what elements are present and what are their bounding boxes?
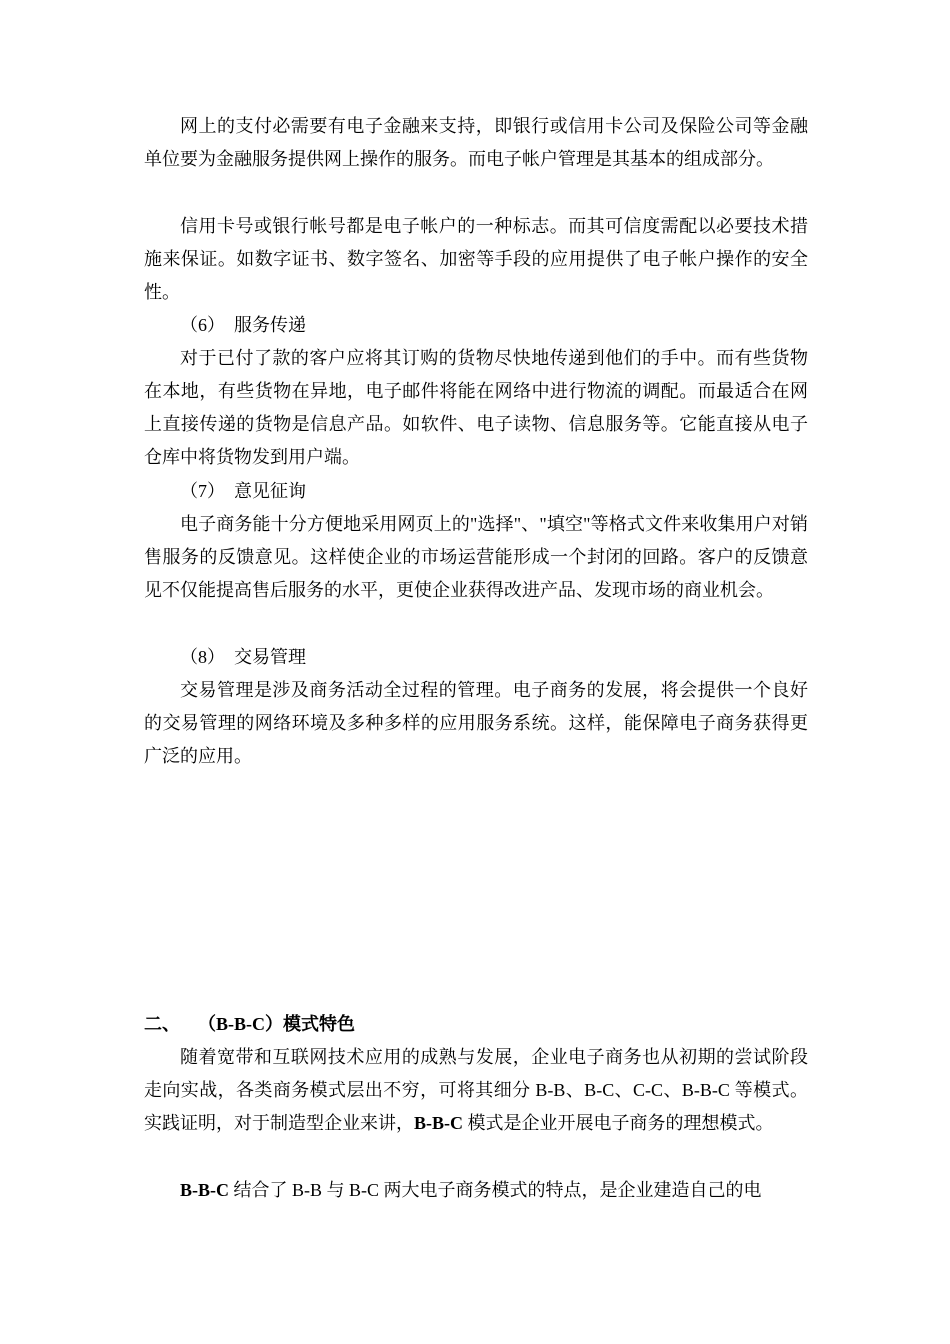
paragraph-account-id: 信用卡号或银行帐号都是电子帐户的一种标志。而其可信度需配以必要技术措施来保证。如数字证书、数字签名、加密等手段的应用提供了电子帐户操作的安全性。 [144, 216, 808, 302]
subheading-transaction: （8） 交易管理 [180, 647, 306, 667]
paragraph-bbc-intro-text-1: 随着宽带和互联网技术应用的成熟与发展，企业电子商务也从初期的尝试阶段走向实战，各类商务模式层出不穷，可将其细分 B-B、B-C、C-C、B-B-C 等模式。实践证明，对于制造型企业来讲， [144, 1047, 808, 1133]
paragraph-bbc-intro [144, 1041, 808, 1140]
paragraph-delivery: 对于已付了款的客户应将其订购的货物尽快地传递到他们的手中。而有些货物在本地，有些货物在异地，电子邮件将能在网络中进行物流的调配。而最适合在网上直接传递的货物是信息产品。如软件、电子读物、信息服务等。它能直接从电子仓库中将货物发到用户端。 [144, 348, 808, 467]
subheading-feedback: （7） 意见征询 [180, 481, 306, 501]
bbc-bold-term: B-B-C [414, 1113, 463, 1133]
subheading-service-delivery: （6） 服务传递 [180, 315, 306, 335]
paragraph-feedback: 电子商务能十分方便地采用网页上的"选择"、"填空"等格式文件来收集用户对销售服务的反馈意见。这样使企业的市场运营能形成一个封闭的回路。客户的反馈意见不仅能提高售后服务的水平，更使企业获得改进产品、发现市场的商业机会。 [144, 514, 808, 600]
paragraph-bbc-intro-text-2: 模式是企业开展电子商务的理想模式。 [463, 1113, 774, 1133]
bbc-bold-term-2: B-B-C [180, 1180, 229, 1200]
paragraph-payment: 网上的支付必需要有电子金融来支持，即银行或信用卡公司及保险公司等金融单位要为金融服务提供网上操作的服务。而电子帐户管理是其基本的组成部分。 [144, 116, 808, 169]
paragraph-transaction: 交易管理是涉及商务活动全过程的管理。电子商务的发展，将会提供一个良好的交易管理的网络环境及多种多样的应用服务系统。这样，能保障电子商务获得更广泛的应用。 [144, 680, 808, 766]
paragraph-bbc-combine-text: 结合了 B-B 与 B-C 两大电子商务模式的特点，是企业建造自己的电 [229, 1180, 762, 1200]
section-heading-bbc: 二、 （B-B-C）模式特色 [144, 1014, 355, 1034]
paragraph-bbc-combine [144, 1174, 808, 1207]
